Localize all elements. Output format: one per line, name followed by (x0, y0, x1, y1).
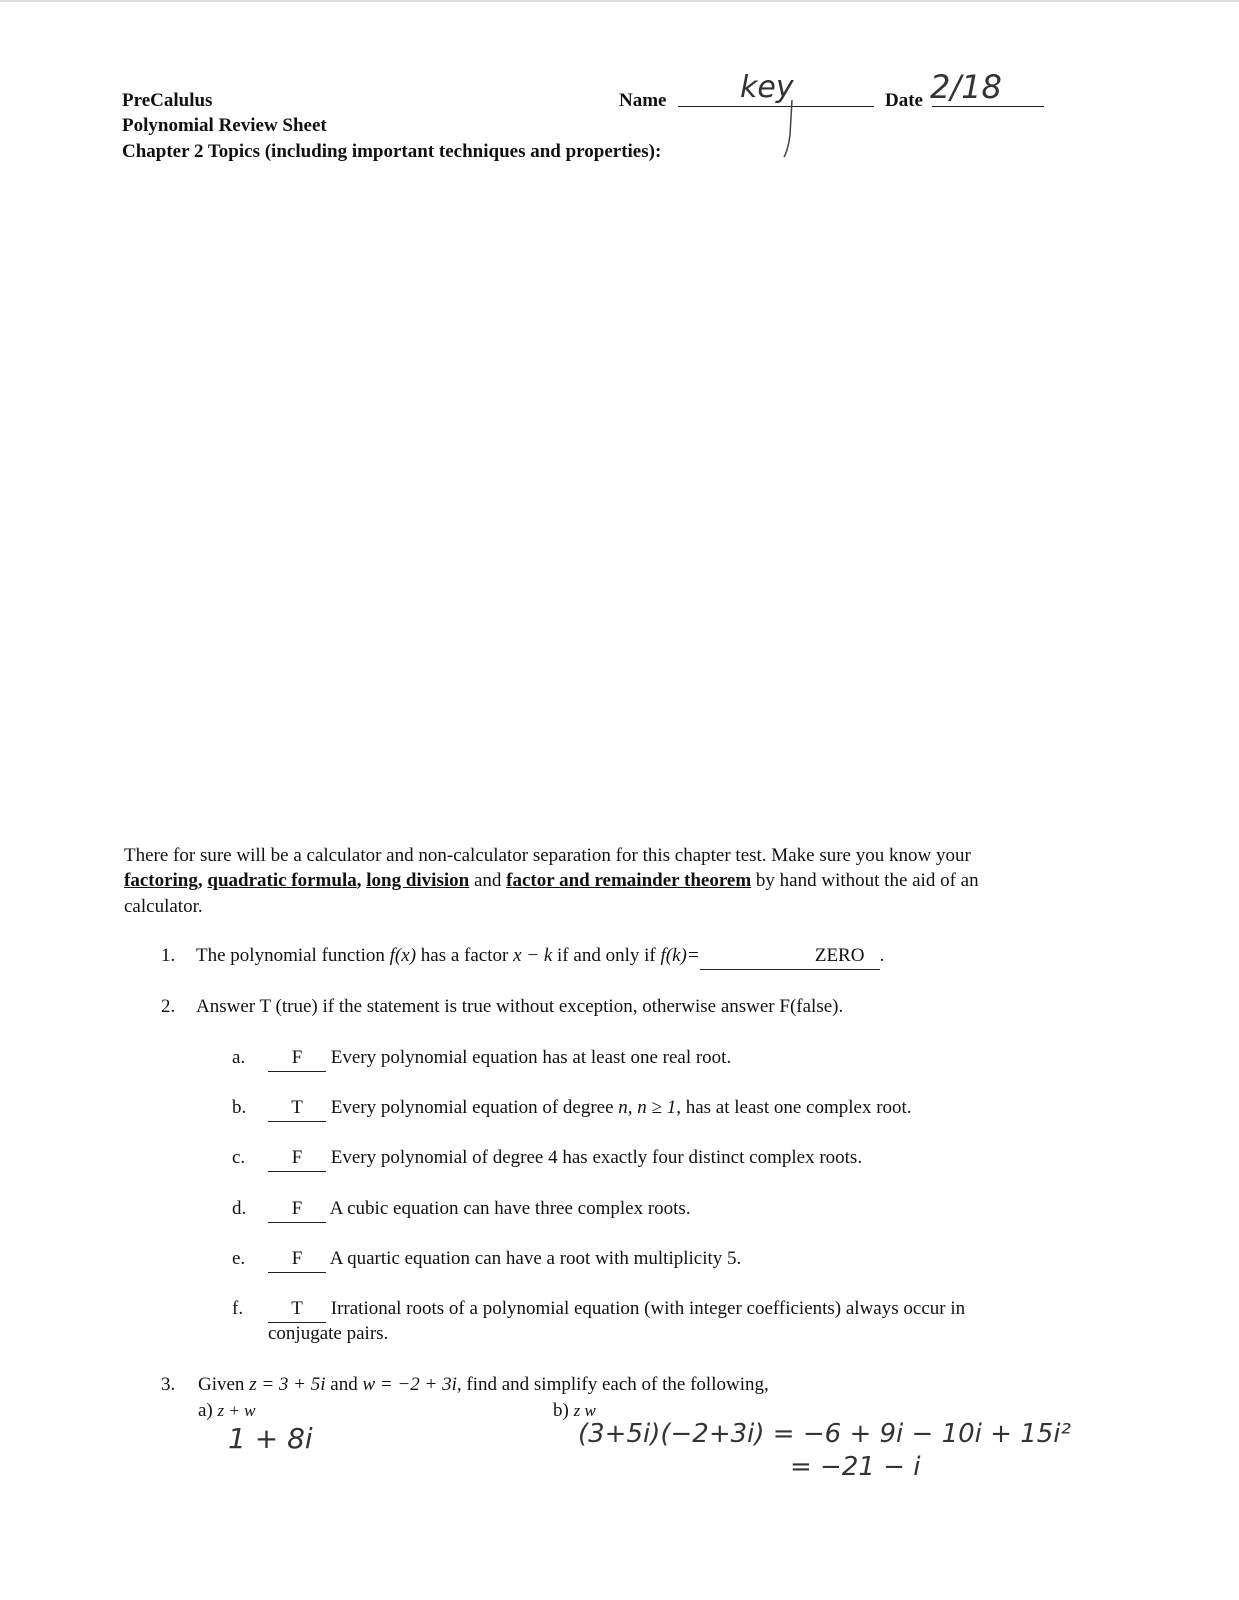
q1-fx: f(x) (389, 945, 417, 966)
q2-item-e: F A quartic equation can have a root with multiplicity 5. (268, 1246, 741, 1273)
q3-part-a: a) z + w (198, 1400, 256, 1421)
topic-quadratic-formula: quadratic formula (207, 870, 357, 891)
q2-item-f-continued: conjugate pairs. (268, 1323, 389, 1344)
q1-answer-blank[interactable] (700, 943, 880, 970)
q2-item-b-math: n, n ≥ 1 (618, 1097, 677, 1118)
q2-item-d: F A cubic equation can have three complex roots. (268, 1196, 691, 1223)
q2-item-c-letter: c. (232, 1147, 246, 1168)
topics-heading: Chapter 2 Topics (including important techniques and properties): (122, 141, 662, 162)
q3-w-def: w = −2 + 3i (362, 1374, 457, 1395)
q2-item-a-answer[interactable]: F (268, 1045, 326, 1072)
q1-number: 1. (161, 945, 176, 966)
q2-item-c-answer[interactable]: F (268, 1145, 326, 1172)
topic-long-division: long division (366, 870, 470, 891)
q2-item-e-answer[interactable]: F (268, 1246, 326, 1273)
topic-factoring: factoring (124, 870, 198, 891)
q1-text: The polynomial function f(x) has a factor x − k if and only if f(k)= ZERO . (196, 943, 884, 970)
q3-part-a-answer: 1 + 8i (228, 1422, 313, 1455)
q2-item-c: F Every polynomial of degree 4 has exactly four distinct complex roots. (268, 1145, 862, 1172)
name-value: key (740, 70, 794, 105)
q2-prompt: Answer T (true) if the statement is true without exception, otherwise answer F(false). (196, 996, 844, 1017)
date-label: Date (885, 90, 923, 111)
date-line (932, 106, 1044, 107)
sheet-title: Polynomial Review Sheet (122, 115, 327, 136)
name-line (678, 106, 874, 107)
q3-part-b: b) z w (553, 1400, 596, 1421)
q1-answer: ZERO (814, 945, 865, 966)
name-stroke-mark (780, 95, 800, 165)
intro-line-1: There for sure will be a calculator and non-calculator separation for this chapter test. Make sure you know your (124, 845, 971, 866)
q3-part-b-answer: = −21 − i (790, 1452, 921, 1482)
q2-item-d-answer[interactable]: F (268, 1196, 326, 1223)
q2-item-d-letter: d. (232, 1198, 247, 1219)
course-title: PreCalulus (122, 90, 213, 111)
name-label: Name (619, 90, 667, 111)
q2-item-b: T Every polynomial equation of degree n, n ≥ 1, has at least one complex root. (268, 1095, 912, 1122)
scan-edge (0, 0, 1239, 2)
q2-item-f: T Irrational roots of a polynomial equation (with integer coefficients) always occur in (268, 1296, 965, 1323)
q3-z-def: z = 3 + 5i (249, 1374, 326, 1395)
q3-part-b-work: (3+5i)(−2+3i) = −6 + 9i − 10i + 15i² (578, 1419, 1071, 1449)
q3-part-a-expr: z + w (217, 1401, 256, 1420)
q2-item-a-letter: a. (232, 1047, 246, 1068)
q3-number: 3. (161, 1374, 176, 1395)
date-value: 2/18 (930, 68, 1002, 106)
q2-item-f-answer[interactable]: T (268, 1296, 326, 1323)
q3-part-b-expr: z w (573, 1401, 596, 1420)
q2-item-e-letter: e. (232, 1248, 246, 1269)
intro-line-2: factoring, quadratic formula, long division and factor and remainder theorem by hand without the aid of an (124, 870, 979, 891)
q2-item-b-answer[interactable]: T (268, 1095, 326, 1122)
intro-line-3: calculator. (124, 896, 203, 917)
q1-fk: f(k)= (660, 945, 700, 966)
q1-factor: x − k (513, 945, 553, 966)
q2-item-a: F Every polynomial equation has at least one real root. (268, 1045, 731, 1072)
q3-prompt: Given z = 3 + 5i and w = −2 + 3i, find and simplify each of the following, (198, 1374, 769, 1395)
q2-item-f-letter: f. (232, 1298, 244, 1319)
topic-factor-remainder-theorem: factor and remainder theorem (506, 870, 752, 891)
q2-number: 2. (161, 996, 176, 1017)
q2-item-b-letter: b. (232, 1097, 247, 1118)
